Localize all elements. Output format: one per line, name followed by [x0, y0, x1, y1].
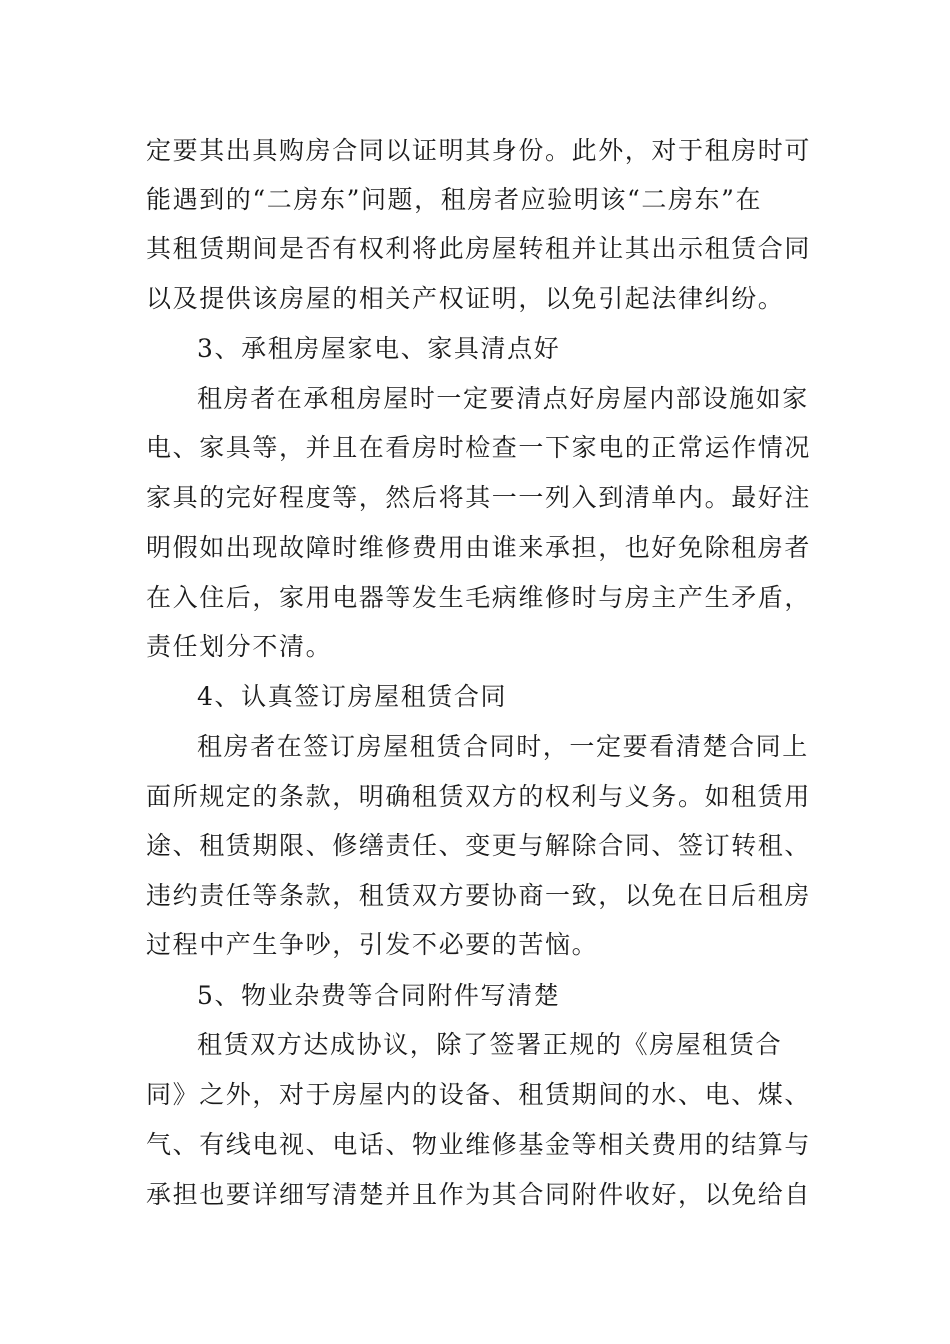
- section-heading: 3、承租房屋家电、家具清点好: [197, 334, 561, 363]
- body-text-line: 家具的完好程度等，然后将其一一列入到清单内。最好注: [146, 483, 812, 512]
- body-text-line: 其租赁期间是否有权利将此房屋转租并让其出示租赁合同: [146, 234, 812, 263]
- body-text-line: 定要其出具购房合同以证明其身份。此外，对于租房时可: [146, 136, 812, 165]
- body-text-line: 租房者在签订房屋租赁合同时，一定要看清楚合同上: [197, 732, 809, 761]
- body-text-line: 明假如出现故障时维修费用由谁来承担，也好免除租房者: [146, 533, 812, 562]
- body-text-line: 违约责任等条款，租赁双方要协商一致，以免在日后租房: [146, 881, 812, 910]
- body-text-line: 电、家具等，并且在看房时检查一下家电的正常运作情况: [146, 433, 812, 462]
- body-text-line: 租赁双方达成协议，除了签署正规的《房屋租赁合: [197, 1030, 783, 1059]
- body-text-line: 在入住后，家用电器等发生毛病维修时与房主产生矛盾，: [146, 583, 812, 612]
- body-text-line: 以及提供该房屋的相关产权证明，以免引起法律纠纷。: [146, 284, 785, 313]
- body-text-line: 途、租赁期限、修缮责任、变更与解除合同、签订转租、: [146, 831, 812, 860]
- body-text-line: 能遇到的“二房东”问题，租房者应验明该“二房东”在: [146, 185, 763, 214]
- body-text-line: 气、有线电视、电话、物业维修基金等相关费用的结算与: [146, 1130, 812, 1159]
- body-text-line: 租房者在承租房屋时一定要清点好房屋内部设施如家: [197, 384, 809, 413]
- body-text-line: 过程中产生争吵，引发不必要的苦恼。: [146, 930, 599, 959]
- section-heading: 4、认真签订房屋租赁合同: [197, 682, 508, 711]
- body-text-line: 承担也要详细写清楚并且作为其合同附件收好，以免给自: [146, 1180, 812, 1209]
- body-text-line: 责任划分不清。: [146, 632, 333, 661]
- body-text-line: 面所规定的条款，明确租赁双方的权利与义务。如租赁用: [146, 782, 812, 811]
- section-heading: 5、物业杂费等合同附件写清楚: [197, 981, 561, 1010]
- body-text-line: 同》之外，对于房屋内的设备、租赁期间的水、电、煤、: [146, 1080, 812, 1109]
